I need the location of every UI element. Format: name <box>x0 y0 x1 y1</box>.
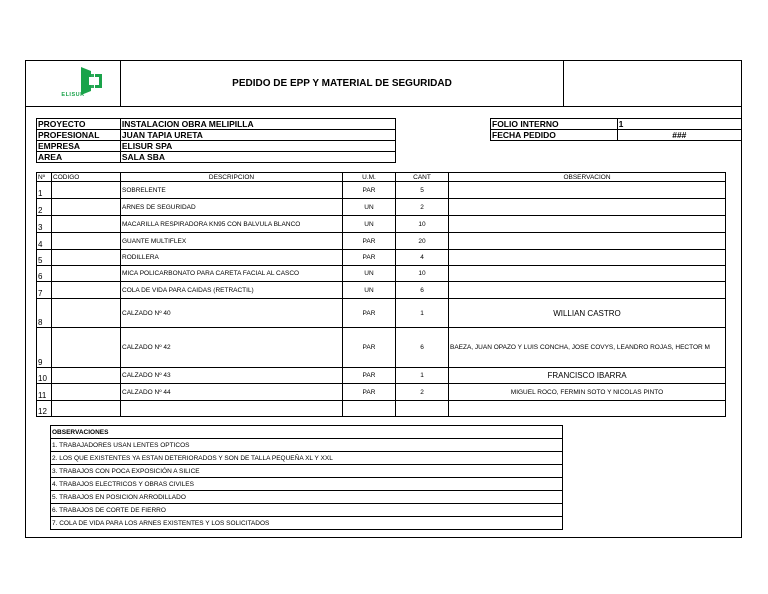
elisur-logo-icon <box>26 61 120 106</box>
row-um <box>343 401 396 417</box>
info-row-proyecto <box>37 119 396 130</box>
info-label: FOLIO INTERNO <box>491 119 618 130</box>
row-codigo <box>52 199 121 216</box>
row-number: 10 <box>37 368 52 384</box>
row-codigo <box>52 368 121 384</box>
folio-info <box>490 118 742 141</box>
row-um: UN <box>343 199 396 216</box>
table-row <box>37 233 726 250</box>
row-codigo <box>52 384 121 401</box>
observacion-item <box>51 478 563 491</box>
row-cant: 6 <box>396 328 449 368</box>
header-num: Nº <box>37 173 52 182</box>
row-number: 3 <box>37 216 52 233</box>
row-observacion <box>449 216 726 233</box>
row-descripcion: ARNES DE SEGURIDAD <box>121 199 343 216</box>
info-label: FECHA PEDIDO <box>491 130 618 141</box>
info-row-folio <box>491 119 742 130</box>
row-number: 12 <box>37 401 52 417</box>
row-descripcion: CALZADO Nº 43 <box>121 368 343 384</box>
row-observacion <box>449 199 726 216</box>
row-cant: 20 <box>396 233 449 250</box>
row-descripcion: SOBRELENTE <box>121 182 343 199</box>
observacion-text: 5. TRABAJOS EN POSICION ARRODILLADO <box>51 491 563 504</box>
row-codigo <box>52 216 121 233</box>
info-label: EMPRESA <box>37 141 121 152</box>
info-value: 1 <box>617 119 741 130</box>
row-cant: 5 <box>396 182 449 199</box>
observacion-text: 7. COLA DE VIDA PARA LOS ARNES EXISTENTES Y LOS SOLICITADOS <box>51 517 563 530</box>
observacion-item <box>51 439 563 452</box>
observacion-item <box>51 517 563 530</box>
row-number: 5 <box>37 250 52 266</box>
table-row <box>37 250 726 266</box>
row-cant: 10 <box>396 216 449 233</box>
row-number: 6 <box>37 266 52 282</box>
header-cant: CANT <box>396 173 449 182</box>
observaciones-table <box>50 425 563 530</box>
table-row <box>37 368 726 384</box>
row-um: PAR <box>343 250 396 266</box>
header-codigo: CODIGO <box>52 173 121 182</box>
table-row <box>37 282 726 299</box>
row-observacion <box>449 233 726 250</box>
observaciones-title: OBSERVACIONES <box>51 426 563 439</box>
info-label: PROYECTO <box>37 119 121 130</box>
row-number: 9 <box>37 328 52 368</box>
info-value: ELISUR SPA <box>120 141 395 152</box>
row-codigo <box>52 401 121 417</box>
header-observacion: OBSERVACION <box>449 173 726 182</box>
info-value: JUAN TAPIA URETA <box>120 130 395 141</box>
observacion-item <box>51 452 563 465</box>
info-label: AREA <box>37 152 121 163</box>
row-number: 7 <box>37 282 52 299</box>
observacion-text: 6. TRABAJOS DE CORTE DE FIERRO <box>51 504 563 517</box>
table-row <box>37 182 726 199</box>
info-row-profesional <box>37 130 396 141</box>
row-cant: 1 <box>396 299 449 328</box>
row-codigo <box>52 299 121 328</box>
row-observacion <box>449 401 726 417</box>
row-descripcion: RODILLERA <box>121 250 343 266</box>
observacion-item <box>51 504 563 517</box>
row-observacion: BAEZA, JUAN OPAZO Y LUIS CONCHA, JOSE COVYS, LEANDRO ROJAS, HECTOR M <box>449 328 726 368</box>
row-cant: 6 <box>396 282 449 299</box>
row-observacion <box>449 282 726 299</box>
row-cant: 1 <box>396 368 449 384</box>
row-number: 8 <box>37 299 52 328</box>
row-observacion: MIGUEL ROCO, FERMIN SOTO Y NICOLAS PINTO <box>449 384 726 401</box>
observacion-item <box>51 465 563 478</box>
observacion-text: 4. TRABAJOS ELECTRICOS Y OBRAS CIVILES <box>51 478 563 491</box>
info-row-area <box>37 152 396 163</box>
row-descripcion: GUANTE MULTIFLEX <box>121 233 343 250</box>
header-descripcion: DESCRIPCION <box>121 173 343 182</box>
row-codigo <box>52 266 121 282</box>
info-value: INSTALACION OBRA MELIPILLA <box>120 119 395 130</box>
row-number: 4 <box>37 233 52 250</box>
row-um: PAR <box>343 233 396 250</box>
logo-text: ELISUR <box>61 92 85 98</box>
row-cant: 2 <box>396 199 449 216</box>
observacion-text: 3. TRABAJOS CON POCA EXPOSICIÓN A SILICE <box>51 465 563 478</box>
row-cant: 4 <box>396 250 449 266</box>
row-um: PAR <box>343 368 396 384</box>
row-observacion <box>449 266 726 282</box>
logo-area <box>26 61 121 106</box>
row-observacion: WILLIAN CASTRO <box>449 299 726 328</box>
info-label: PROFESIONAL <box>37 130 121 141</box>
row-um: UN <box>343 216 396 233</box>
row-cant: 10 <box>396 266 449 282</box>
items-table <box>36 172 726 417</box>
observacion-text: 2. LOS QUE EXISTENTES YA ESTAN DETERIORADOS Y SON DE TALLA PEQUEÑA XL Y XXL <box>51 452 563 465</box>
row-descripcion: CALZADO Nº 44 <box>121 384 343 401</box>
info-row-fecha <box>491 130 742 141</box>
table-row <box>37 401 726 417</box>
header-divider <box>26 106 742 107</box>
row-number: 11 <box>37 384 52 401</box>
row-descripcion: CALZADO Nº 40 <box>121 299 343 328</box>
page-title: PEDIDO DE EPP Y MATERIAL DE SEGURIDAD <box>232 78 452 89</box>
row-codigo <box>52 250 121 266</box>
row-cant: 2 <box>396 384 449 401</box>
observacion-text: 1. TRABAJADORES USAN LENTES OPTICOS <box>51 439 563 452</box>
row-codigo <box>52 182 121 199</box>
row-number: 1 <box>37 182 52 199</box>
row-observacion <box>449 182 726 199</box>
row-observacion: FRANCISCO IBARRA <box>449 368 726 384</box>
observaciones-header <box>51 426 563 439</box>
row-number: 2 <box>37 199 52 216</box>
row-descripcion: CALZADO Nº 42 <box>121 328 343 368</box>
table-header-row <box>37 173 726 182</box>
row-descripcion: MACARILLA RESPIRADORA KN95 CON BALVULA BLANCO <box>121 216 343 233</box>
info-row-empresa <box>37 141 396 152</box>
row-um: PAR <box>343 328 396 368</box>
observacion-item <box>51 491 563 504</box>
project-info <box>36 118 396 163</box>
row-codigo <box>52 328 121 368</box>
title-divider <box>563 61 564 106</box>
row-descripcion: MICA POLICARBONATO PARA CARETA FACIAL AL CASCO <box>121 266 343 282</box>
row-um: PAR <box>343 299 396 328</box>
table-row <box>37 216 726 233</box>
row-um: UN <box>343 282 396 299</box>
row-codigo <box>52 282 121 299</box>
table-row <box>37 199 726 216</box>
row-observacion <box>449 250 726 266</box>
row-descripcion <box>121 401 343 417</box>
info-value: SALA SBA <box>120 152 395 163</box>
row-cant <box>396 401 449 417</box>
table-row <box>37 266 726 282</box>
table-row <box>37 328 726 368</box>
row-descripcion: COLA DE VIDA PARA CAIDAS (RETRACTIL) <box>121 282 343 299</box>
row-um: UN <box>343 266 396 282</box>
table-row <box>37 384 726 401</box>
row-codigo <box>52 233 121 250</box>
row-um: PAR <box>343 182 396 199</box>
header-um: U.M. <box>343 173 396 182</box>
row-um: PAR <box>343 384 396 401</box>
info-value: ### <box>617 130 741 141</box>
table-row <box>37 299 726 328</box>
